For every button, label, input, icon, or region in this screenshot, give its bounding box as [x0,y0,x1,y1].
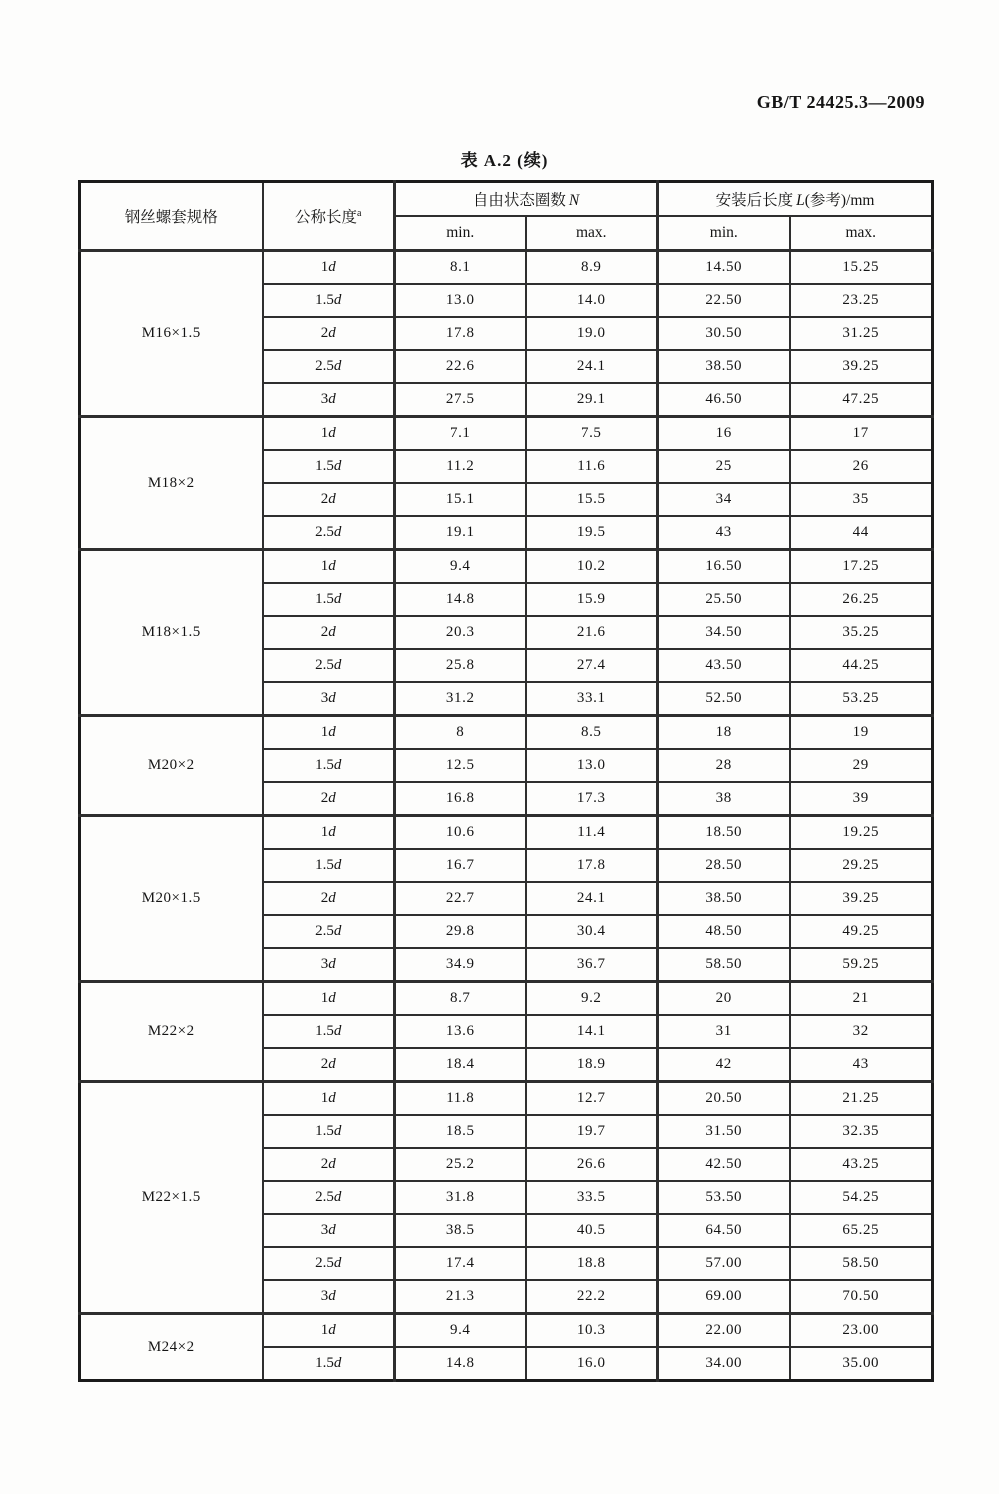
table-head [80,182,933,251]
n-min-cell: 31.2 [395,682,526,716]
length-d-symbol: d [333,1123,342,1139]
n-max-cell: 26.6 [526,1148,658,1181]
n-min-cell: 8 [395,716,526,750]
length-multiplier: 2.5 [315,1189,334,1205]
length-multiplier: 1.5 [315,757,334,773]
length-multiplier: 3 [320,956,329,972]
n-min-cell: 25.8 [395,649,526,682]
length-multiplier: 2.5 [315,657,334,673]
length-multiplier: 2 [320,624,329,640]
n-min-cell: 13.6 [395,1015,526,1048]
n-max-cell: 11.6 [526,450,658,483]
l-max-cell: 29.25 [790,849,933,882]
nominal-length-cell [263,550,395,584]
n-max-cell: 21.6 [526,616,658,649]
n-max-cell: 7.5 [526,417,658,451]
dimension-table [78,180,934,1382]
length-multiplier: 1 [320,1090,329,1106]
n-max-cell: 36.7 [526,948,658,982]
l-max-cell: 19 [790,716,933,750]
standard-code: GB/T 24425.3—2009 [756,92,925,112]
n-max-cell: 10.3 [526,1314,658,1348]
n-max-cell: 8.9 [526,251,658,285]
l-max-cell: 58.50 [790,1247,933,1280]
table-row [80,1082,933,1116]
n-max-cell: 18.8 [526,1247,658,1280]
l-max-cell: 43 [790,1048,933,1082]
n-min-cell: 20.3 [395,616,526,649]
nominal-length-cell [263,616,395,649]
length-multiplier: 2 [320,1156,329,1172]
nominal-length-cell [263,417,395,451]
nominal-length-cell [263,1247,395,1280]
nominal-length-cell [263,982,395,1016]
l-min-cell: 52.50 [658,682,790,716]
nominal-length-cell [263,948,395,982]
n-max-cell: 17.3 [526,782,658,816]
l-min-cell: 38.50 [658,350,790,383]
length-d-symbol: d [328,259,336,275]
n-max-cell: 29.1 [526,383,658,417]
n-max-cell: 10.2 [526,550,658,584]
l-min-cell: 31.50 [658,1115,790,1148]
nominal-length-cell [263,1214,395,1247]
length-d-symbol: d [328,1056,336,1072]
l-min-cell: 25 [658,450,790,483]
length-d-symbol: d [333,857,342,873]
l-max-cell: 70.50 [790,1280,933,1314]
n-min-cell: 34.9 [395,948,526,982]
n-min-cell: 13.0 [395,284,526,317]
n-max-cell: 40.5 [526,1214,658,1247]
l-max-cell: 32 [790,1015,933,1048]
l-max-cell: 19.25 [790,816,933,850]
length-d-symbol: d [333,591,342,607]
n-min-cell: 27.5 [395,383,526,417]
n-max-cell: 14.1 [526,1015,658,1048]
header-free-coils [395,182,658,217]
l-max-cell: 54.25 [790,1181,933,1214]
length-d-symbol: d [333,1023,342,1039]
n-max-cell: 16.0 [526,1347,658,1381]
length-d-symbol: d [328,990,336,1006]
length-d-symbol: d [333,524,342,540]
length-multiplier: 1 [320,558,329,574]
n-min-cell: 8.7 [395,982,526,1016]
table-row [80,417,933,451]
n-max-cell: 30.4 [526,915,658,948]
n-min-cell: 25.2 [395,1148,526,1181]
nominal-length-cell [263,350,395,383]
l-max-cell: 44 [790,516,933,550]
l-min-cell: 14.50 [658,251,790,285]
spec-cell: M18×2 [80,417,263,550]
n-min-cell: 9.4 [395,1314,526,1348]
n-max-cell: 15.9 [526,583,658,616]
length-multiplier: 2 [320,1056,329,1072]
n-max-cell: 9.2 [526,982,658,1016]
l-max-cell: 17.25 [790,550,933,584]
l-max-cell: 44.25 [790,649,933,682]
n-min-cell: 9.4 [395,550,526,584]
l-min-cell: 20.50 [658,1082,790,1116]
n-min-cell: 18.5 [395,1115,526,1148]
l-max-cell: 53.25 [790,682,933,716]
n-min-cell: 38.5 [395,1214,526,1247]
nominal-length-cell [263,251,395,285]
length-d-symbol: d [333,657,342,673]
length-multiplier: 1.5 [315,1123,334,1139]
l-max-cell: 39.25 [790,350,933,383]
l-min-cell: 30.50 [658,317,790,350]
nominal-length-cell [263,882,395,915]
nominal-length-cell [263,483,395,516]
l-min-cell: 34 [658,483,790,516]
n-min-cell: 22.6 [395,350,526,383]
n-max-cell: 19.5 [526,516,658,550]
length-multiplier: 3 [320,391,329,407]
length-multiplier: 1.5 [315,1023,334,1039]
nominal-length-cell [263,383,395,417]
length-d-symbol: d [333,757,342,773]
l-min-cell: 42 [658,1048,790,1082]
n-max-cell: 22.2 [526,1280,658,1314]
l-max-cell: 59.25 [790,948,933,982]
l-min-cell: 57.00 [658,1247,790,1280]
length-d-symbol: d [328,624,336,640]
length-d-symbol: d [328,1156,336,1172]
n-min-cell: 14.8 [395,1347,526,1381]
nominal-length-cell [263,682,395,716]
nominal-length-cell [263,1082,395,1116]
length-multiplier: 2 [320,790,329,806]
n-max-cell: 33.1 [526,682,658,716]
length-d-symbol: d [333,292,342,308]
length-multiplier: 1 [320,1322,329,1338]
length-d-symbol: d [328,824,336,840]
n-max-cell: 17.8 [526,849,658,882]
l-max-cell: 15.25 [790,251,933,285]
length-d-symbol: d [333,1355,342,1371]
header-footnote-marker: a [357,207,362,219]
l-min-cell: 28 [658,749,790,782]
nominal-length-cell [263,1115,395,1148]
l-min-cell: 46.50 [658,383,790,417]
length-multiplier: 2.5 [315,524,334,540]
l-min-cell: 22.00 [658,1314,790,1348]
nominal-length-cell [263,816,395,850]
length-multiplier: 3 [320,1288,329,1304]
header-spec: 钢丝螺套规格 [80,182,263,251]
l-max-cell: 35.25 [790,616,933,649]
header-installed-length-variable: L [796,192,805,209]
header-l-max: max. [790,216,933,251]
l-max-cell: 21.25 [790,1082,933,1116]
nominal-length-cell [263,1314,395,1348]
n-min-cell: 18.4 [395,1048,526,1082]
length-multiplier: 2 [320,325,329,341]
n-max-cell: 24.1 [526,882,658,915]
l-max-cell: 17 [790,417,933,451]
l-max-cell: 23.25 [790,284,933,317]
l-min-cell: 18 [658,716,790,750]
l-max-cell: 35 [790,483,933,516]
l-min-cell: 20 [658,982,790,1016]
nominal-length-cell [263,649,395,682]
header-installed-length-text: 安装后长度 [715,192,794,209]
length-multiplier: 1 [320,990,329,1006]
n-max-cell: 19.7 [526,1115,658,1148]
length-d-symbol: d [333,1189,342,1205]
table-row [80,550,933,584]
length-d-symbol: d [328,325,336,341]
n-max-cell: 14.0 [526,284,658,317]
nominal-length-cell [263,749,395,782]
n-max-cell: 24.1 [526,350,658,383]
n-min-cell: 12.5 [395,749,526,782]
l-max-cell: 39.25 [790,882,933,915]
length-d-symbol: d [328,1090,336,1106]
table-body [80,251,933,1381]
table-title: 表 A.2 (续) [460,151,549,170]
n-min-cell: 7.1 [395,417,526,451]
table-row [80,251,933,285]
l-min-cell: 38.50 [658,882,790,915]
spec-cell: M18×1.5 [80,550,263,716]
length-multiplier: 1 [320,724,329,740]
nominal-length-cell [263,716,395,750]
length-multiplier: 1.5 [315,857,334,873]
nominal-length-cell [263,583,395,616]
length-multiplier: 2.5 [315,1255,334,1271]
l-min-cell: 34.00 [658,1347,790,1381]
length-d-symbol: d [328,1222,336,1238]
l-min-cell: 43.50 [658,649,790,682]
l-max-cell: 23.00 [790,1314,933,1348]
dimension-table-wrapper [78,180,934,1382]
l-min-cell: 22.50 [658,284,790,317]
n-min-cell: 11.8 [395,1082,526,1116]
nominal-length-cell [263,317,395,350]
n-min-cell: 17.8 [395,317,526,350]
header-n-min: min. [395,216,526,251]
n-max-cell: 18.9 [526,1048,658,1082]
n-max-cell: 27.4 [526,649,658,682]
n-min-cell: 29.8 [395,915,526,948]
length-d-symbol: d [328,790,336,806]
spec-cell: M20×1.5 [80,816,263,982]
l-max-cell: 65.25 [790,1214,933,1247]
l-min-cell: 42.50 [658,1148,790,1181]
n-min-cell: 10.6 [395,816,526,850]
n-min-cell: 8.1 [395,251,526,285]
nominal-length-cell [263,450,395,483]
nominal-length-cell [263,915,395,948]
n-max-cell: 12.7 [526,1082,658,1116]
n-min-cell: 31.8 [395,1181,526,1214]
n-min-cell: 14.8 [395,583,526,616]
l-min-cell: 69.00 [658,1280,790,1314]
length-d-symbol: d [333,1255,342,1271]
nominal-length-cell [263,1280,395,1314]
n-max-cell: 13.0 [526,749,658,782]
n-min-cell: 22.7 [395,882,526,915]
spec-cell: M20×2 [80,716,263,816]
l-min-cell: 16 [658,417,790,451]
length-d-symbol: d [328,724,336,740]
header-free-coils-text: 自由状态圈数 [472,192,566,209]
length-d-symbol: d [333,458,342,474]
l-min-cell: 48.50 [658,915,790,948]
l-max-cell: 26.25 [790,583,933,616]
spec-cell: M22×2 [80,982,263,1082]
length-multiplier: 2 [320,890,329,906]
n-min-cell: 11.2 [395,450,526,483]
nominal-length-cell [263,849,395,882]
length-d-symbol: d [328,1288,336,1304]
n-max-cell: 11.4 [526,816,658,850]
length-multiplier: 3 [320,690,329,706]
nominal-length-cell [263,516,395,550]
l-max-cell: 31.25 [790,317,933,350]
l-max-cell: 26 [790,450,933,483]
table-row [80,716,933,750]
table-row [80,1314,933,1348]
length-d-symbol: d [328,391,336,407]
l-max-cell: 49.25 [790,915,933,948]
n-max-cell: 33.5 [526,1181,658,1214]
l-min-cell: 43 [658,516,790,550]
header-free-coils-variable: N [568,192,580,209]
l-max-cell: 35.00 [790,1347,933,1381]
nominal-length-cell [263,284,395,317]
length-d-symbol: d [328,1322,336,1338]
header-installed-length-unit: (参考)/mm [804,192,875,209]
table-row [80,816,933,850]
length-d-symbol: d [328,890,336,906]
length-d-symbol: d [328,425,336,441]
length-d-symbol: d [333,358,342,374]
header-nominal-length [263,182,395,251]
l-max-cell: 29 [790,749,933,782]
l-min-cell: 58.50 [658,948,790,982]
length-d-symbol: d [328,491,336,507]
l-min-cell: 25.50 [658,583,790,616]
length-multiplier: 2.5 [315,358,334,374]
n-max-cell: 19.0 [526,317,658,350]
length-multiplier: 1.5 [315,591,334,607]
n-min-cell: 21.3 [395,1280,526,1314]
l-min-cell: 16.50 [658,550,790,584]
l-min-cell: 38 [658,782,790,816]
n-min-cell: 15.1 [395,483,526,516]
nominal-length-cell [263,1347,395,1381]
l-max-cell: 47.25 [790,383,933,417]
l-max-cell: 21 [790,982,933,1016]
l-max-cell: 39 [790,782,933,816]
header-l-min: min. [658,216,790,251]
length-d-symbol: d [328,690,336,706]
spec-cell: M16×1.5 [80,251,263,417]
header-n-max: max. [526,216,658,251]
l-max-cell: 43.25 [790,1148,933,1181]
n-max-cell: 15.5 [526,483,658,516]
l-min-cell: 18.50 [658,816,790,850]
nominal-length-cell [263,1048,395,1082]
l-min-cell: 28.50 [658,849,790,882]
header-nominal-length-text: 公称长度 [295,209,358,226]
nominal-length-cell [263,1015,395,1048]
length-d-symbol: d [328,558,336,574]
length-multiplier: 3 [320,1222,329,1238]
length-multiplier: 1.5 [315,458,334,474]
l-min-cell: 31 [658,1015,790,1048]
l-min-cell: 34.50 [658,616,790,649]
spec-cell: M24×2 [80,1314,263,1381]
l-min-cell: 53.50 [658,1181,790,1214]
spec-cell: M22×1.5 [80,1082,263,1314]
l-min-cell: 64.50 [658,1214,790,1247]
n-min-cell: 16.8 [395,782,526,816]
n-min-cell: 19.1 [395,516,526,550]
length-multiplier: 1.5 [315,292,334,308]
length-multiplier: 1 [320,259,329,275]
length-multiplier: 1 [320,824,329,840]
header-installed-length [658,182,933,217]
length-d-symbol: d [328,956,336,972]
n-max-cell: 8.5 [526,716,658,750]
nominal-length-cell [263,1148,395,1181]
length-multiplier: 2 [320,491,329,507]
length-multiplier: 1 [320,425,329,441]
nominal-length-cell [263,782,395,816]
n-min-cell: 17.4 [395,1247,526,1280]
l-max-cell: 32.35 [790,1115,933,1148]
length-d-symbol: d [333,923,342,939]
table-row [80,982,933,1016]
length-multiplier: 1.5 [315,1355,334,1371]
nominal-length-cell [263,1181,395,1214]
length-multiplier: 2.5 [315,923,334,939]
n-min-cell: 16.7 [395,849,526,882]
